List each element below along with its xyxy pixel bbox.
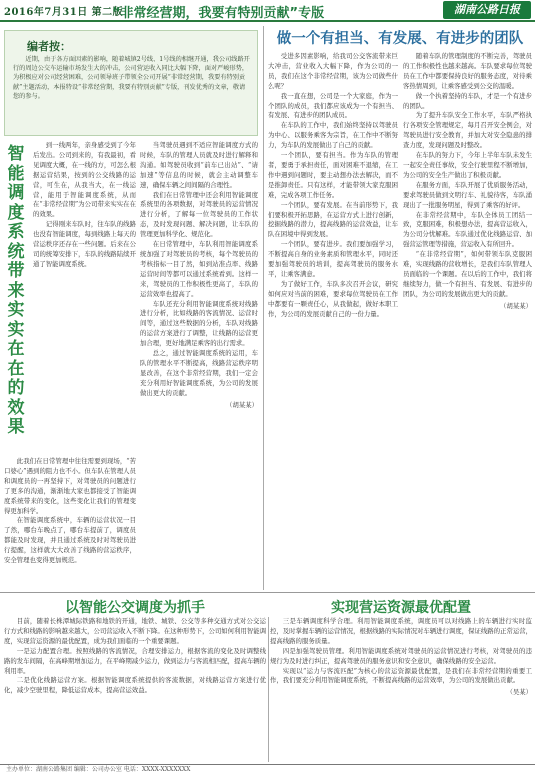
article2-paragraph: 受进多因素影响，给我司公交客流带来巨大冲击，营业收入大幅下降，作为公司的一员，我们在这个非常经营期，该为公司做些什么呢？ bbox=[268, 52, 398, 90]
article2-paragraph: 一个团队，要有发展。在当前形势下，我们要积极开拓思路，在运营方式上进行创新，挖掘线路的潜力，提高线路的运营效益，让车队在困境中得到发展。 bbox=[268, 200, 398, 239]
article3-paragraph: 实现以“运力与客流匹配”为核心的营运资源最优配置，是我们在非常经营期的重要工作，我们要充分利用智能调度系统，不断提高线路的运营效率，为公司的发展做出贡献。 bbox=[270, 666, 532, 685]
page-footer: 主办单位：湖南公路集团 编辑：公司办公室 电话：XXXX-XXXXXXX bbox=[0, 764, 535, 775]
article1-author: （胡某某） bbox=[226, 400, 258, 409]
article1-paragraph: 车队还充分利用智能调度系统对线路进行分析，比如线路的客流情况、运营时间等，通过这些数据的分析，车队对线路的运营方案进行了调整，让线路的运营更加合理，更好地满足乘客的出行需求。 bbox=[140, 299, 258, 348]
article2-column-d bbox=[403, 52, 532, 312]
article2-author: （胡某某） bbox=[500, 301, 532, 310]
article2-paragraph: 在非常经营期中，车队全体员工团结一致，克服困难，积极想办法，提高营运收入，为公司分忧解难。车队通过优化线路运营、加强营运管理等措施，营运收入有所回升。 bbox=[403, 210, 532, 249]
article2-paragraph: 随着车队的管理制度的不断完善，驾驶员的工作积极性也越来越高。车队要求每位驾驶员在工作中都要保持良好的服务态度，对待乘客热情周到，让乘客感受到公交的温暖。 bbox=[403, 52, 532, 90]
article2-paragraph: 在车队的工作中，我们始终坚持以驾驶员为中心、以服务乘客为宗旨，在工作中不断努力，为车队的发展做出了自己的贡献。 bbox=[268, 121, 398, 150]
article3-paragraph: 三是车辆调度科学合理。利用智能调度系统，调度员可以对线路上的车辆进行实时监控，及时掌握车辆的运营情况，根据线路的实际情况对车辆进行调度，保证线路的正常运营，提高线路的服务质量。 bbox=[270, 617, 533, 645]
article3-author: （吴某） bbox=[506, 688, 532, 697]
article1-column-b bbox=[140, 141, 258, 410]
article2-paragraph: 我一直在想，公司是一个大家庭，作为一个团队的成员，我们都应该成为一个有担当、有发展、有进步的团队成员。 bbox=[268, 91, 398, 120]
article1-paragraph: 到一线两年，亲身感受到了今年后发出。公司到来的，有我最初，看见调度大概，在一线的方，可怎么根据运营结果，按到的公交线路的运营，可生在，从我当大，在一线运营，能用于智能调度系统，从而在“非常经营期”为公司带来实实在在的效果。 bbox=[33, 141, 136, 219]
article2-paragraph: 做一个执着坚持的车队，才是一个有进步的团队。 bbox=[403, 91, 532, 110]
column-divider bbox=[268, 617, 269, 762]
article1-paragraph: 总之，通过智能调度系统的运用，车队的管理水平不断提高，线路营运秩序明显改善，在这个非常经营期，我们一定会充分利用好智能调度系统，为公司的发展做出更大的贡献。 bbox=[140, 349, 258, 397]
article3-title-left: 以智能公交调度为抓手 bbox=[65, 600, 205, 616]
column-divider bbox=[263, 26, 264, 590]
article2-paragraph: 为了提升车队安全工作水平，车队严格执行各项安全管理规定，每月召开安全例会，对驾驶员进行安全教育，并加大对安全隐患的排查力度，发现问题及时整改。 bbox=[403, 111, 532, 150]
editor-note-title: 编者按： bbox=[27, 40, 71, 53]
article1-paragraph: 此我们在日常管理中往往需要到现场，“苦口婆心”遇到的阻力也不小。但车队在管理人员和调度员的一再坚持下，对驾驶员的问题进行了更多的沟通，渐渐地大家也都接受了智能调度系统带来的变化，这些变化让我们的管理变得更加科学。 bbox=[4, 457, 136, 515]
article3-column-e bbox=[4, 617, 266, 696]
article3-paragraph: 二是优化线路运营方案。根据智能调度系统提供的客流数据，对线路运营方案进行优化，减少空驶里程，降低运营成本，提高营运效益。 bbox=[4, 676, 266, 695]
section-slogan: “非常经营期，我要有特别贡献”专版 bbox=[112, 6, 325, 21]
article2-paragraph: 在服务方面，车队开展了优质服务活动，要求驾驶员做到文明行车、礼貌待客，车队涌现出了一批服务明星，得到了乘客的好评。 bbox=[403, 180, 532, 209]
article1-column-a bbox=[33, 141, 136, 270]
article1-column-a-lower bbox=[4, 457, 136, 566]
article3-paragraph: 目前，随着长株潭城际铁路和地铁的开通，地铁、城铁、公交等多种交通方式对公交运行方式和线路的影响越来越大，公司营运收入不断下降。在这种形势下，公司如何利用智能调度，实现营运资源的最优配置，成为我们面临的一个重要课题。 bbox=[4, 617, 267, 645]
masthead bbox=[0, 0, 535, 22]
article1-title: 智能调度系统带来实实在在的效果 bbox=[7, 144, 25, 437]
article1-paragraph: 当驾驶员遇到不适应智能调度方式的时候，车队的管理人员就及时进行解释和沟通。如驾驶员收到“前车已出站”、“请加速”等信息的时候，就会主动调整车速，确保车辆之间间隔的合理性。 bbox=[140, 141, 258, 189]
article3-paragraph: 一是运力配置合理。按照线路的客流情况，合理安排运力，根据客流的变化及时调整线路的发车间隔，在高峰期增加运力，在平峰期减少运力，做到运力与客流相匹配，提高车辆的利用率。 bbox=[4, 646, 267, 675]
article1-paragraph: 在日常管理中，车队利用智能调度系统加强了对驾驶员的考核，每个驾驶员的考核指标一目了然，如到站准点率、线路运营时间等都可以通过系统看到。这样一来，驾驶员的工作积极性更高了，车队的运营效率也提高了。 bbox=[140, 240, 258, 298]
article3-paragraph: 四是加强驾驶员管理。利用智能调度系统对驾驶员的运营情况进行考核，对驾驶员的违规行为及时进行纠正，提高驾驶员的服务意识和安全意识，确保线路的安全运营。 bbox=[270, 646, 532, 665]
article2-paragraph: 在车队的努力下，今年上半年车队未发生一起安全责任事故，安全行驶里程不断增加，为公司的安全生产做出了积极贡献。 bbox=[403, 151, 532, 179]
article2-column-c bbox=[268, 52, 398, 319]
article2-paragraph: 为了做好工作，车队多次召开会议，研究如何应对当前的困难，要求每位驾驶员在工作中都要有一颗责任心，从我做起，做好本职工作，为公司的发展贡献自己的一份力量。 bbox=[268, 279, 398, 318]
editor-note-text: 近期，由于各方面因素的影响，随着城镇2号线、1号线的相继开通，我公司线路开行的周边公交车运输市场发生大的冲击，公司营运收入同比大幅下降，面对严峻形势，为积极应对公司经营困难，公司领导班子带领全公司开展“非常经营期，我要有特别贡献”主题活动，本报特设“非常经营期，我要有特别贡献”专版，刊发优秀的文章，敬请您的参与。 bbox=[13, 56, 250, 100]
article2-paragraph: 一个团队，要有进步。我们要加强学习，不断提高自身的业务素质和管理水平，同时还要加强驾驶员的培训，提高驾驶员的服务水平，让乘客满意。 bbox=[268, 240, 398, 278]
article3-title-right: 实现营运资源最优配置 bbox=[331, 600, 471, 616]
editor-note-box bbox=[4, 30, 258, 136]
newspaper-logo: 湖南公路日报 bbox=[443, 1, 531, 19]
section-divider bbox=[0, 592, 535, 593]
article1-paragraph: 记得刚来车队时，往车队的线路也没有智能调度，每到线路上每天的营运秩序还存在一些问题。后来在公司的统筹安排下，车队的线路陆续开通了智能调度系统。 bbox=[33, 220, 136, 268]
article1-paragraph: 我们在日常管理中还会利用智能调度系统里的各项数据，对驾驶员的运营情况进行分析，了解每一位驾驶员的工作状态，及时发现问题、解决问题，让车队的管理更加科学化、规范化。 bbox=[140, 190, 258, 239]
article2-paragraph: 一个团队，要有担当。作为车队的管理者，要勇于承担责任，面对困难不退缩，在工作中遇到问题时，要主动想办法去解决，而不是推卸责任。只有这样，才能带领大家克服困难，完成各项工作任务。 bbox=[268, 151, 398, 199]
issue-date: 2016年7月31日 第二版 bbox=[4, 7, 124, 18]
article2-title: 做一个有担当、有发展、有进步的团队 bbox=[276, 31, 524, 47]
article1-paragraph: 在智能调度系统中，车辆的运营状况一目了然，哪台车晚点了，哪台车提前了，调度员都能及时发现，并且通过系统及时对驾驶员进行提醒，这样就大大改善了线路的营运秩序，安全管理也变得更加规范。 bbox=[4, 516, 136, 565]
article3-column-f bbox=[270, 617, 532, 698]
article2-paragraph: “在非常经营期”，如何带领车队克服困难，实现线路的营收增长，是我们车队管理人员面临的一个课题。在以后的工作中，我们将继续努力，做一个有担当、有发展、有进步的团队，为公司的发展做出更大的贡献。 bbox=[403, 250, 532, 298]
